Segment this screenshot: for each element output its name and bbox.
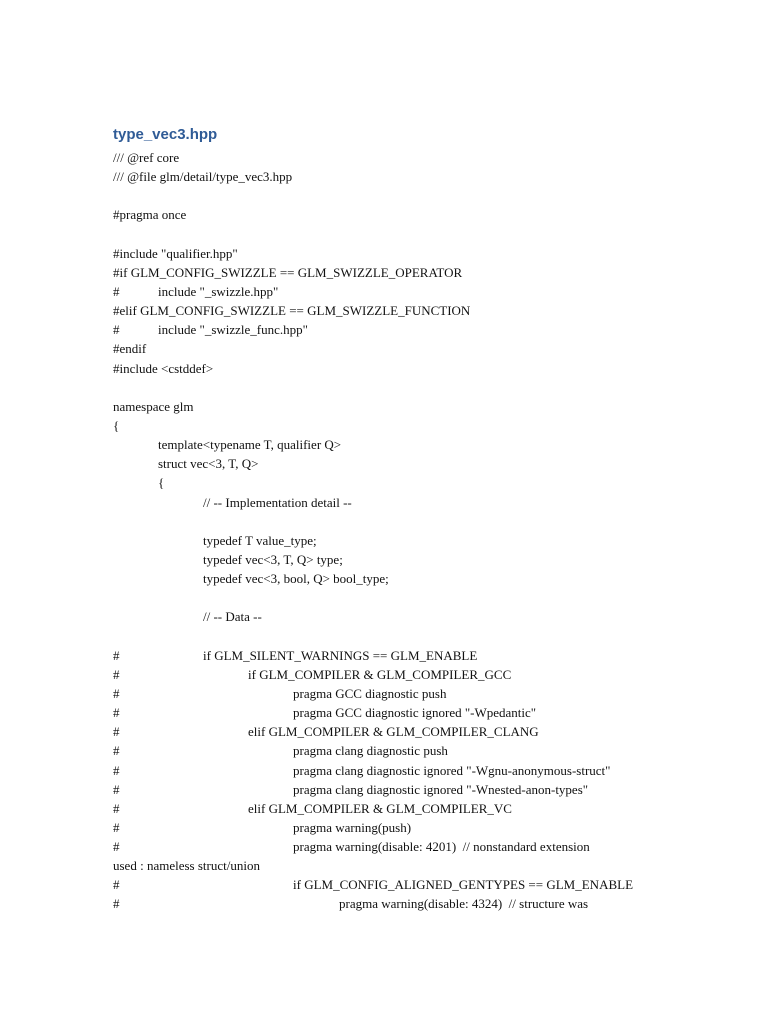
code-text: /// @file glm/detail/type_vec3.hpp xyxy=(113,169,293,185)
code-line xyxy=(113,378,673,397)
code-text: // -- Implementation detail -- xyxy=(203,494,352,510)
code-text: pragma GCC diagnostic ignored "-Wpedantic" xyxy=(293,705,537,721)
preprocessor-hash: # xyxy=(113,705,120,721)
code-text: { xyxy=(158,475,165,491)
code-text: #include <cstddef> xyxy=(113,360,214,376)
code-line xyxy=(113,722,673,741)
code-line xyxy=(113,875,673,894)
code-text: namespace glm xyxy=(113,398,194,414)
code-line xyxy=(113,799,673,818)
preprocessor-hash: # xyxy=(113,724,120,740)
code-text: include "_swizzle.hpp" xyxy=(158,283,279,299)
code-text: #elif GLM_CONFIG_SWIZZLE == GLM_SWIZZLE_FUNCTION xyxy=(113,303,471,319)
code-line xyxy=(113,550,673,569)
code-line xyxy=(113,263,673,282)
code-text: typedef vec<3, T, Q> type; xyxy=(203,551,343,567)
code-line xyxy=(113,569,673,588)
code-line xyxy=(113,780,673,799)
preprocessor-hash: # xyxy=(113,877,120,893)
code-line xyxy=(113,607,673,626)
code-text: #endif xyxy=(113,341,147,357)
code-line xyxy=(113,761,673,780)
code-line xyxy=(113,684,673,703)
code-line xyxy=(113,435,673,454)
preprocessor-hash: # xyxy=(113,762,120,778)
code-listing xyxy=(113,148,673,914)
code-line xyxy=(113,473,673,492)
code-text: used : nameless struct/union xyxy=(113,858,260,874)
code-line xyxy=(113,894,673,913)
code-line xyxy=(113,856,673,875)
code-text: elif GLM_COMPILER & GLM_COMPILER_CLANG xyxy=(248,724,539,740)
preprocessor-hash: # xyxy=(113,647,120,663)
preprocessor-hash: # xyxy=(113,685,120,701)
code-line xyxy=(113,148,673,167)
code-line xyxy=(113,837,673,856)
code-text: typedef T value_type; xyxy=(203,532,317,548)
preprocessor-hash: # xyxy=(113,743,120,759)
code-text: if GLM_SILENT_WARNINGS == GLM_ENABLE xyxy=(203,647,478,663)
code-text: #include "qualifier.hpp" xyxy=(113,245,238,261)
code-line xyxy=(113,588,673,607)
code-text: include "_swizzle_func.hpp" xyxy=(158,322,308,338)
code-line xyxy=(113,454,673,473)
preprocessor-hash: # xyxy=(113,839,120,855)
code-text: #pragma once xyxy=(113,207,187,223)
code-line xyxy=(113,167,673,186)
code-line xyxy=(113,416,673,435)
preprocessor-hash: # xyxy=(113,896,120,912)
preprocessor-hash: # xyxy=(113,819,120,835)
code-line xyxy=(113,531,673,550)
document-heading: type_vec3.hpp xyxy=(113,126,218,143)
code-text: pragma clang diagnostic ignored "-Wgnu-anonymous-struct" xyxy=(293,762,611,778)
code-text: // -- Data -- xyxy=(203,609,262,625)
code-line xyxy=(113,282,673,301)
code-text: pragma GCC diagnostic push xyxy=(293,685,447,701)
preprocessor-hash: # xyxy=(113,800,120,816)
code-text: #if GLM_CONFIG_SWIZZLE == GLM_SWIZZLE_OPERATOR xyxy=(113,264,463,280)
preprocessor-hash: # xyxy=(113,666,120,682)
code-line xyxy=(113,665,673,684)
code-line xyxy=(113,320,673,339)
code-line xyxy=(113,741,673,760)
code-text: elif GLM_COMPILER & GLM_COMPILER_VC xyxy=(248,800,512,816)
code-text: pragma warning(disable: 4324) // structure was xyxy=(339,896,589,912)
code-line xyxy=(113,225,673,244)
code-line xyxy=(113,646,673,665)
code-line xyxy=(113,186,673,205)
code-line xyxy=(113,703,673,722)
code-text: pragma clang diagnostic ignored "-Wnested-anon-types" xyxy=(293,781,589,797)
preprocessor-hash: # xyxy=(113,322,120,338)
preprocessor-hash: # xyxy=(113,781,120,797)
code-text: struct vec<3, T, Q> xyxy=(158,456,259,472)
code-text: if GLM_COMPILER & GLM_COMPILER_GCC xyxy=(248,666,512,682)
code-line xyxy=(113,205,673,224)
code-line xyxy=(113,818,673,837)
code-text: typedef vec<3, bool, Q> bool_type; xyxy=(203,571,389,587)
code-line xyxy=(113,359,673,378)
code-line xyxy=(113,301,673,320)
code-line xyxy=(113,512,673,531)
code-text: template<typename T, qualifier Q> xyxy=(158,437,342,453)
code-line xyxy=(113,493,673,512)
code-line xyxy=(113,244,673,263)
code-text: pragma warning(disable: 4201) // nonstandard extension xyxy=(293,839,590,855)
code-text: /// @ref core xyxy=(113,150,180,165)
code-text: { xyxy=(113,417,120,433)
code-text: if GLM_CONFIG_ALIGNED_GENTYPES == GLM_ENABLE xyxy=(293,877,634,893)
code-text: pragma clang diagnostic push xyxy=(293,743,448,759)
code-text: pragma warning(push) xyxy=(293,819,412,835)
code-line xyxy=(113,339,673,358)
code-line xyxy=(113,397,673,416)
preprocessor-hash: # xyxy=(113,283,120,299)
code-line xyxy=(113,627,673,646)
